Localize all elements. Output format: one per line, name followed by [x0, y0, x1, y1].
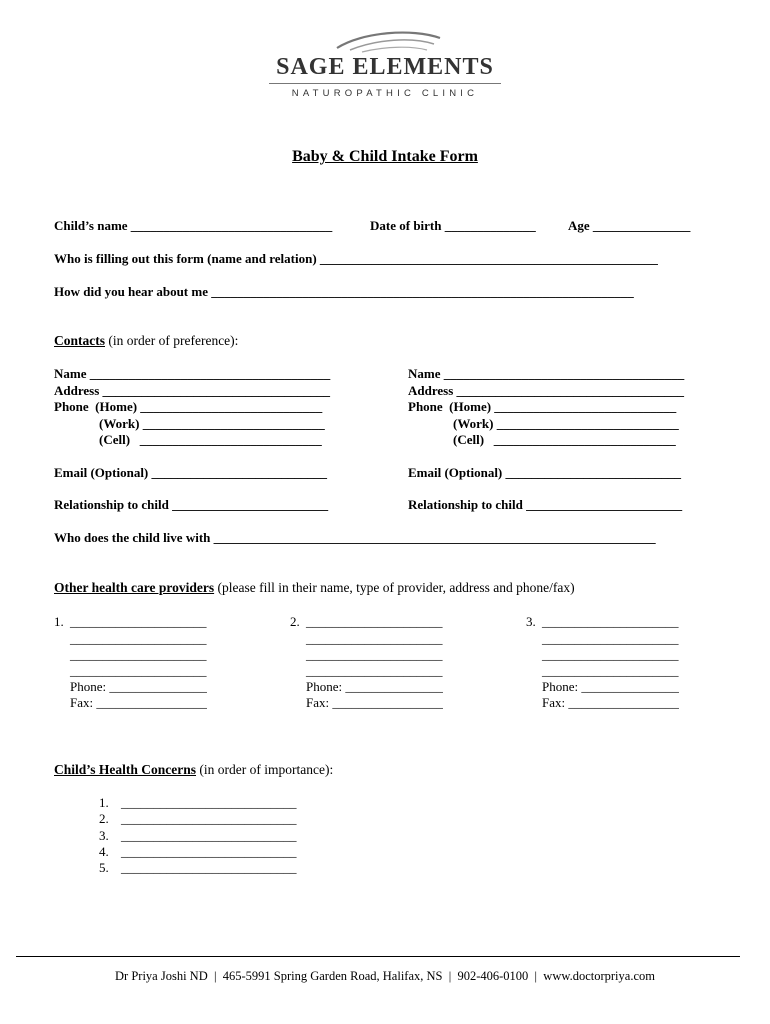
provider3-line[interactable]: _____________________	[542, 631, 679, 646]
concern-2-field[interactable]: ___________________________	[121, 811, 297, 826]
provider1-line[interactable]: _____________________	[70, 631, 207, 646]
footer-divider	[16, 956, 740, 957]
concern-4-number: 4.	[99, 844, 109, 859]
clinic-logo	[262, 30, 508, 104]
provider3-line[interactable]: _____________________	[542, 647, 679, 662]
footer-contact-info: Dr Priya Joshi ND | 465-5991 Spring Garden Road, Halifax, NS | 902-406-0100 | www.doctorpriya.com	[115, 969, 655, 983]
contact2-relationship-field[interactable]: Relationship to child ________________________	[408, 497, 683, 512]
provider3-fax-field[interactable]: Fax: _________________	[542, 695, 679, 710]
logo-name: SAGE ELEMENTS	[276, 54, 494, 80]
contact2-name-field[interactable]: Name _____________________________________	[408, 366, 685, 381]
provider3-line[interactable]: _____________________	[542, 614, 679, 629]
providers-heading	[54, 580, 575, 596]
provider1-line[interactable]: _____________________	[70, 663, 207, 678]
contact2-phone-cell-field[interactable]: (Cell) ____________________________	[453, 432, 676, 447]
concerns-heading	[54, 762, 333, 778]
concern-4-field[interactable]: ___________________________	[121, 844, 297, 859]
provider1-number: 1.	[54, 614, 64, 629]
provider2-line[interactable]: _____________________	[306, 647, 443, 662]
child-name-field[interactable]: Child’s name _______________________________	[54, 218, 333, 233]
concern-1-field[interactable]: ___________________________	[121, 795, 297, 810]
provider2-line[interactable]: _____________________	[306, 614, 443, 629]
provider1-phone-field[interactable]: Phone: _______________	[70, 679, 207, 694]
provider2-fax-field[interactable]: Fax: _________________	[306, 695, 443, 710]
provider1-line[interactable]: _____________________	[70, 614, 207, 629]
provider2-line[interactable]: _____________________	[306, 663, 443, 678]
concern-2-number: 2.	[99, 811, 109, 826]
concern-5-field[interactable]: ___________________________	[121, 860, 297, 875]
provider1-fax-field[interactable]: Fax: _________________	[70, 695, 207, 710]
concern-5-number: 5.	[99, 860, 109, 875]
child-lives-with-field[interactable]: Who does the child live with ____________________________________________________________________	[54, 530, 656, 545]
contact1-phone-work-field[interactable]: (Work) ____________________________	[99, 416, 325, 431]
contact1-name-field[interactable]: Name _____________________________________	[54, 366, 331, 381]
concern-3-field[interactable]: ___________________________	[121, 828, 297, 843]
concerns-heading-note: (in order of importance):	[196, 762, 334, 777]
form-filler-field[interactable]: Who is filling out this form (name and relation) ____________________________________________________	[54, 251, 658, 266]
contact1-email-field[interactable]: Email (Optional) ___________________________	[54, 465, 328, 480]
contact1-phone-home-field[interactable]: Phone (Home) ____________________________	[54, 399, 323, 414]
logo-swoosh-icon	[262, 30, 508, 56]
contact2-phone-work-field[interactable]: (Work) ____________________________	[453, 416, 679, 431]
contact2-address-field[interactable]: Address ___________________________________	[408, 383, 685, 398]
contacts-heading-label: Contacts	[54, 333, 105, 348]
contacts-heading-note: (in order of preference):	[105, 333, 239, 348]
provider2-number: 2.	[290, 614, 300, 629]
contacts-heading	[54, 333, 238, 349]
logo-subtitle: NATUROPATHIC CLINIC	[291, 88, 479, 99]
providers-heading-note: (please fill in their name, type of provider, address and phone/fax)	[214, 580, 575, 595]
form-title: Baby & Child Intake Form	[292, 148, 478, 165]
contact1-phone-cell-field[interactable]: (Cell) ____________________________	[99, 432, 322, 447]
contact2-phone-home-field[interactable]: Phone (Home) ____________________________	[408, 399, 677, 414]
logo-divider	[269, 83, 501, 84]
provider1-line[interactable]: _____________________	[70, 647, 207, 662]
date-of-birth-field[interactable]: Date of birth ______________	[370, 218, 536, 233]
concern-1-number: 1.	[99, 795, 109, 810]
age-field[interactable]: Age _______________	[568, 218, 691, 233]
providers-heading-label: Other health care providers	[54, 580, 215, 595]
concerns-heading-label: Child’s Health Concerns	[54, 762, 197, 777]
provider3-phone-field[interactable]: Phone: _______________	[542, 679, 679, 694]
concern-3-number: 3.	[99, 828, 109, 843]
referral-source-field[interactable]: How did you hear about me _________________________________________________________________	[54, 284, 634, 299]
provider2-line[interactable]: _____________________	[306, 631, 443, 646]
contact1-relationship-field[interactable]: Relationship to child ________________________	[54, 497, 329, 512]
provider3-number: 3.	[526, 614, 536, 629]
provider3-line[interactable]: _____________________	[542, 663, 679, 678]
contact2-email-field[interactable]: Email (Optional) ___________________________	[408, 465, 682, 480]
contact1-address-field[interactable]: Address ___________________________________	[54, 383, 331, 398]
provider2-phone-field[interactable]: Phone: _______________	[306, 679, 443, 694]
